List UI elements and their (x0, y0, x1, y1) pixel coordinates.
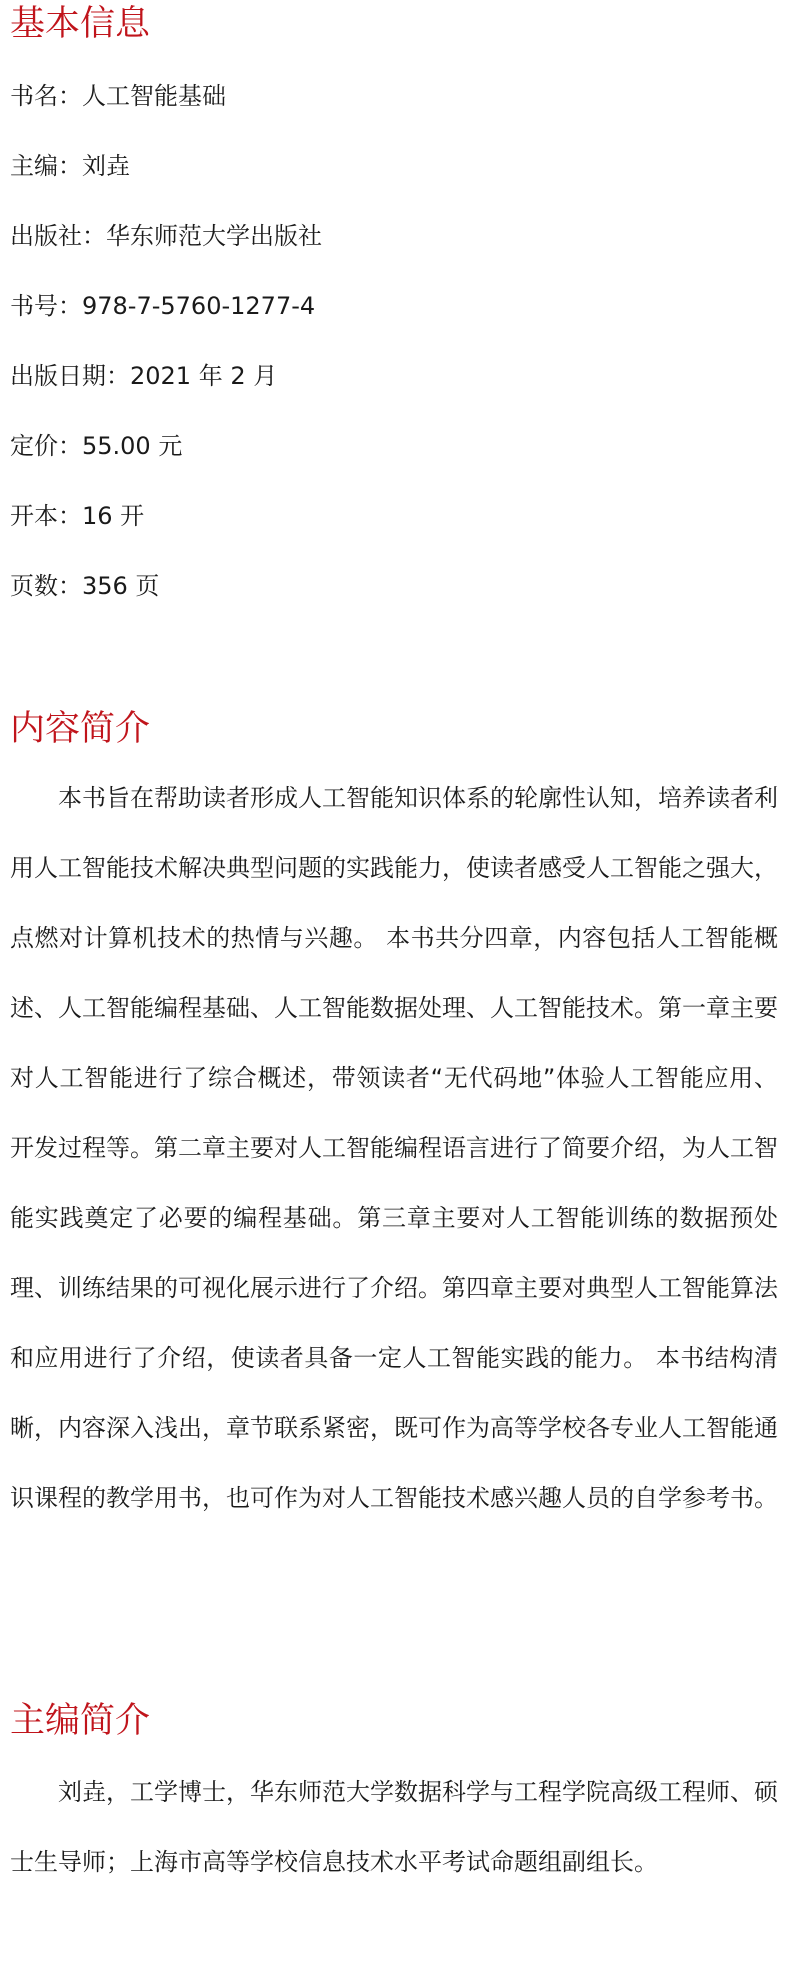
content-intro-heading: 内容简介 (10, 709, 151, 749)
info-item-editor: 主编：刘垚 (10, 152, 130, 180)
info-item-publisher: 出版社：华东师范大学出版社 (10, 222, 322, 250)
editor-intro-paragraph: 刘垚，工学博士，华东师范大学数据科学与工程学院高级工程师、硕士生导师；上海市高等学校信息技术水平考试命题组副组长。 (10, 1778, 778, 1876)
info-item-isbn: 书号：978-7-5760-1277-4 (10, 292, 316, 320)
info-item-pages: 页数：356 页 (10, 572, 160, 600)
info-item-price: 定价：55.00 元 (10, 432, 183, 460)
info-item-format: 开本：16 开 (10, 502, 145, 530)
content-intro-block (10, 763, 778, 1533)
info-item-publish-date: 出版日期：2021 年 2 月 (10, 362, 278, 390)
content-intro-paragraph: 本书旨在帮助读者形成人工智能知识体系的轮廓性认知，培养读者利用人工智能技术解决典型问题的实践能力，使读者感受人工智能之强大，点燃对计算机技术的热情与兴趣。 本书共分四章，内容包括人工智能概述、人工智能编程基础、人工智能数据处理、人工智能技术。第一章主要对人工智能进行了综合概述，带领读者“无代码地”体验人工智能应用、开发过程等。第二章主要对人工智能编程语言进行了简要介绍，为人工智能实践奠定了必要的编程基础。第三章主要对人工智能训练的数据预处理、训练结果的可视化展示进行了介绍。第四章主要对典型人工智能算法和应用进行了介绍，使读者具备一定人工智能实践的能力。 本书结构清晰，内容深入浅出，章节联系紧密，既可作为高等学校各专业人工智能通识课程的教学用书，也可作为对人工智能技术感兴趣人员的自学参考书。 (10, 784, 778, 1512)
editor-intro-heading: 主编简介 (10, 1701, 151, 1741)
basic-info-list (10, 61, 778, 621)
info-item-title: 书名：人工智能基础 (10, 82, 226, 110)
editor-intro-block (10, 1757, 778, 1897)
basic-info-heading: 基本信息 (10, 4, 151, 44)
